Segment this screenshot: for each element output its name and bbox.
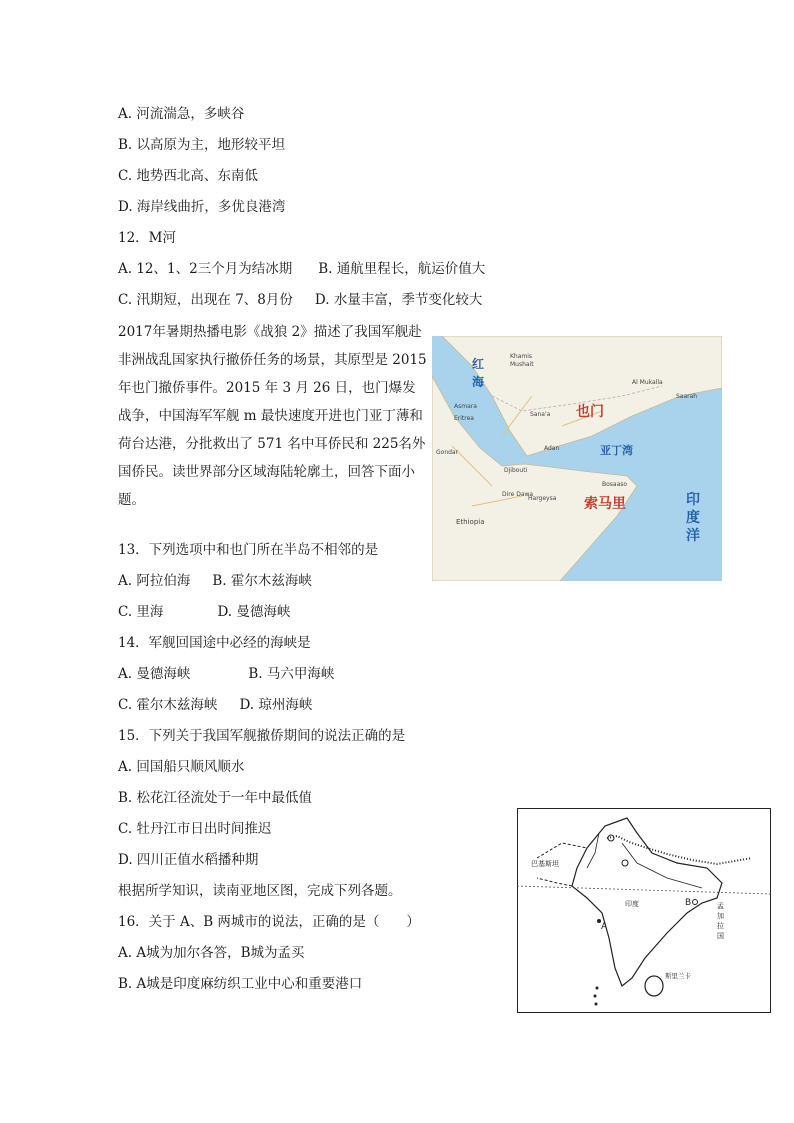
q11-option-b: B. 以高原为主，地形较平坦 xyxy=(118,137,286,153)
bangladesh-label: 孟加拉国 xyxy=(717,902,724,940)
q14-option-a: A. 曼德海峡 xyxy=(118,666,191,682)
red-sea-label: 红海 xyxy=(472,357,485,389)
srilanka-label: 斯里兰卡 xyxy=(665,972,691,980)
city-djibouti: Djibouti xyxy=(504,467,528,474)
city-eritrea: Eritrea xyxy=(454,415,474,422)
q15-option-b: B. 松花江径流处于一年中最低值 xyxy=(118,790,313,806)
q13-options-row1 xyxy=(118,573,312,589)
city-sanaa: Sana'a xyxy=(530,411,551,418)
q13-option-b: B. 霍尔木兹海峡 xyxy=(212,573,312,589)
yemen-label: 也门 xyxy=(576,404,604,420)
q12-option-d: D. 水量丰富，季节变化较大 xyxy=(314,292,483,308)
city-asmara: Asmara xyxy=(454,403,477,410)
q12-options-row1 xyxy=(118,261,485,277)
city-diredawa: Dire Dawa xyxy=(502,491,534,498)
q14-stem: 14．军舰回国途中必经的海峡是 xyxy=(118,635,311,651)
q15-option-d: D. 四川正值水稻播种期 xyxy=(118,852,259,868)
q16-stem: 16．关于 A、B 两城市的说法，正确的是（ ） xyxy=(118,914,420,930)
q12-option-a: A. 12、1、2三个月为结冰期 xyxy=(118,261,293,277)
q12-option-b: B. 通航里程长，航运价值大 xyxy=(318,261,486,277)
q14-option-b: B. 马六甲海峡 xyxy=(248,666,335,682)
q11-option-d: D. 海岸线曲折，多优良港湾 xyxy=(118,199,286,215)
q14-option-d: D. 琼州海峡 xyxy=(239,697,313,713)
q16-option-b: B. A城是印度麻纺织工业中心和重要港口 xyxy=(118,976,363,992)
passage-yemen: 2017年暑期热播电影《战狼 2》描述了我国军舰赴非洲战乱国家执行撤侨任务的场景，其原型是 2015年也门撤侨事件。2015 年 3 月 26 日，也门爆发战争，中国海军军舰 m 最快速度开进也门亚丁薄和荷台达港，分批救出了 571 名中耳侨民和 225名外国侨民。读世界部分区域海陆轮廓土，回答下面小题。 xyxy=(118,324,427,508)
q16-option-a: A. A城为加尔各答，B城为孟买 xyxy=(118,945,305,961)
q13-stem: 13．下列选项中和也门所在半岛不相邻的是 xyxy=(118,542,379,558)
q13-option-d: D. 曼德海峡 xyxy=(217,604,291,620)
yemen-region-map xyxy=(432,336,722,581)
city-adan: Adan xyxy=(544,445,560,452)
city-mukalla: Al Mukalla xyxy=(632,379,663,386)
q11-option-a: A. 河流湍急，多峡谷 xyxy=(118,106,245,122)
city-khamis: Khamis xyxy=(510,353,533,360)
label-a: A xyxy=(601,922,608,932)
q12-stem: 12．M河 xyxy=(118,230,177,246)
city-mushait: Mushait xyxy=(510,361,534,368)
q14-options-row2 xyxy=(118,697,312,713)
south-asia-map xyxy=(517,808,771,1013)
somalia-label: 索马里 xyxy=(584,496,626,512)
indian-ocean-label: 印度洋 xyxy=(686,492,700,544)
q15-stem: 15．下列关于我国军舰撤侨期间的说法正确的是 xyxy=(118,728,406,744)
q15-option-c: C. 牡丹江市日出时间推迟 xyxy=(118,821,272,837)
label-b: B xyxy=(685,898,692,908)
pakistan-label: 巴基斯坦 xyxy=(531,860,559,868)
q14-options-row1 xyxy=(118,666,334,682)
q15-option-a: A. 回国船只顺风顺水 xyxy=(118,759,245,775)
passage-southasia: 根据所学知识，读南亚地区图，完成下列各题。 xyxy=(118,883,402,899)
q13-option-c: C. 里海 xyxy=(118,604,164,620)
city-saarah: Saarah xyxy=(676,393,698,400)
q12-options-row2 xyxy=(118,292,482,308)
city-gondar: Gondar xyxy=(436,449,459,456)
india-label: 印度 xyxy=(625,900,639,908)
q11-option-c: C. 地势西北高、东南低 xyxy=(118,168,258,184)
q14-option-c: C. 霍尔木兹海峡 xyxy=(118,697,218,713)
gulf-aden-label: 亚丁湾 xyxy=(600,444,633,457)
city-hargeysa: Hargeysa xyxy=(528,495,557,502)
country-ethiopia: Ethiopia xyxy=(456,518,485,526)
q13-options-row2 xyxy=(118,604,290,620)
q13-option-a: A. 阿拉伯海 xyxy=(118,573,191,589)
q12-option-c: C. 汛期短，出现在 7、8月份 xyxy=(118,292,293,308)
city-bosaaso: Bosaaso xyxy=(602,481,628,488)
